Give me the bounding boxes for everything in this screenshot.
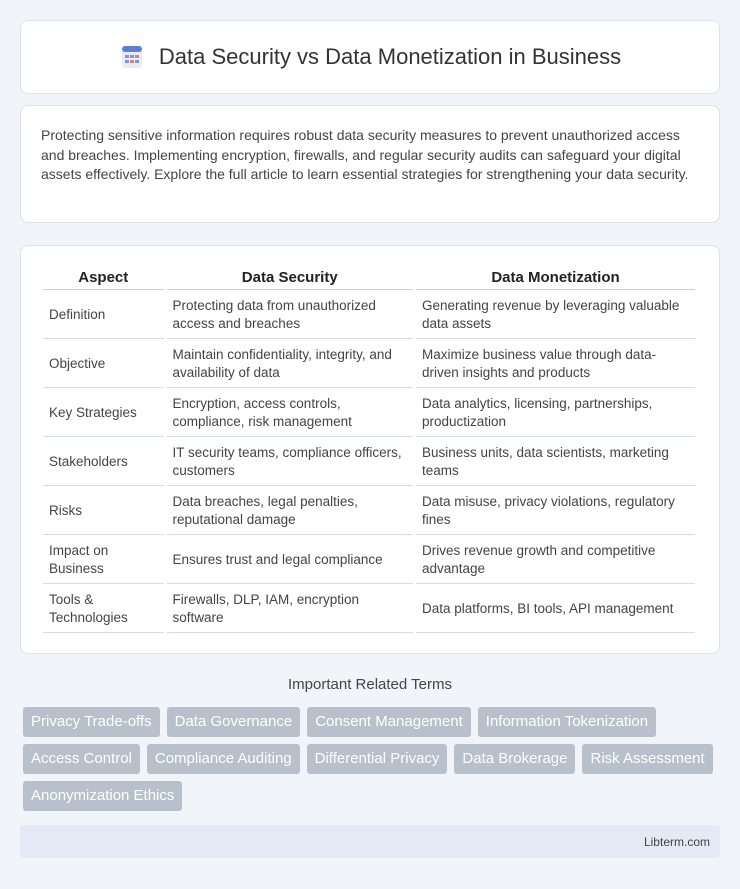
table-row bbox=[43, 290, 695, 339]
table-row bbox=[43, 486, 695, 535]
related-term-tag[interactable]: Anonymization Ethics bbox=[23, 781, 182, 811]
related-term-tag[interactable]: Compliance Auditing bbox=[147, 744, 300, 774]
table-cell: Impact on Business bbox=[43, 535, 164, 584]
comparison-card bbox=[20, 245, 720, 654]
related-term-tag[interactable]: Data Brokerage bbox=[454, 744, 575, 774]
column-header: Data Security bbox=[167, 264, 413, 290]
table-cell: Definition bbox=[43, 290, 164, 339]
table-cell: Protecting data from unauthorized access and breaches bbox=[167, 290, 413, 339]
table-cell: Ensures trust and legal compliance bbox=[167, 535, 413, 584]
table-row bbox=[43, 437, 695, 486]
table-row bbox=[43, 339, 695, 388]
spreadsheet-icon bbox=[119, 44, 145, 70]
footer bbox=[20, 825, 720, 858]
related-term-tag[interactable]: Consent Management bbox=[307, 707, 471, 737]
intro-text: Protecting sensitive information requires robust data security measures to prevent unauthorized access and breaches. Implementing encryption, firewalls, and regular security audits can safeguard your digital assets effectively. Explore the full article to learn essential strategies for strengthening your data security. bbox=[41, 127, 689, 182]
page-title: Data Security vs Data Monetization in Business bbox=[158, 44, 622, 69]
table-cell: Generating revenue by leveraging valuable data assets bbox=[416, 290, 695, 339]
table-cell: Risks bbox=[43, 486, 164, 535]
table-cell: Key Strategies bbox=[43, 388, 164, 437]
related-terms-title: Important Related Terms bbox=[288, 676, 452, 693]
intro-card bbox=[20, 105, 720, 223]
footer-site-link[interactable]: Libterm.com bbox=[643, 835, 710, 849]
related-term-tag[interactable]: Risk Assessment bbox=[582, 744, 712, 774]
table-cell: Firewalls, DLP, IAM, encryption software bbox=[167, 584, 413, 633]
title-card bbox=[20, 20, 720, 94]
table-cell: Objective bbox=[43, 339, 164, 388]
table-cell: Maximize business value through data-driven insights and products bbox=[416, 339, 695, 388]
related-term-tag[interactable]: Access Control bbox=[23, 744, 140, 774]
table-cell: Data analytics, licensing, partnerships, productization bbox=[416, 388, 695, 437]
table-cell: Stakeholders bbox=[43, 437, 164, 486]
table-cell: Data breaches, legal penalties, reputational damage bbox=[167, 486, 413, 535]
related-term-tag[interactable]: Differential Privacy bbox=[307, 744, 448, 774]
related-term-tag[interactable]: Information Tokenization bbox=[478, 707, 656, 737]
table-cell: Data misuse, privacy violations, regulatory fines bbox=[416, 486, 695, 535]
table-row bbox=[43, 388, 695, 437]
comparison-table bbox=[40, 264, 698, 633]
table-cell: Drives revenue growth and competitive advantage bbox=[416, 535, 695, 584]
related-terms-list bbox=[23, 707, 723, 811]
table-cell: Data platforms, BI tools, API management bbox=[416, 584, 695, 633]
table-row bbox=[43, 535, 695, 584]
table-cell: IT security teams, compliance officers, customers bbox=[167, 437, 413, 486]
table-cell: Business units, data scientists, marketing teams bbox=[416, 437, 695, 486]
table-row bbox=[43, 584, 695, 633]
table-cell: Encryption, access controls, compliance, risk management bbox=[167, 388, 413, 437]
table-header-row bbox=[43, 264, 695, 290]
related-term-tag[interactable]: Data Governance bbox=[167, 707, 301, 737]
related-term-tag[interactable]: Privacy Trade-offs bbox=[23, 707, 160, 737]
table-cell: Tools & Technologies bbox=[43, 584, 164, 633]
column-header: Aspect bbox=[43, 264, 164, 290]
table-cell: Maintain confidentiality, integrity, and availability of data bbox=[167, 339, 413, 388]
column-header: Data Monetization bbox=[416, 264, 695, 290]
